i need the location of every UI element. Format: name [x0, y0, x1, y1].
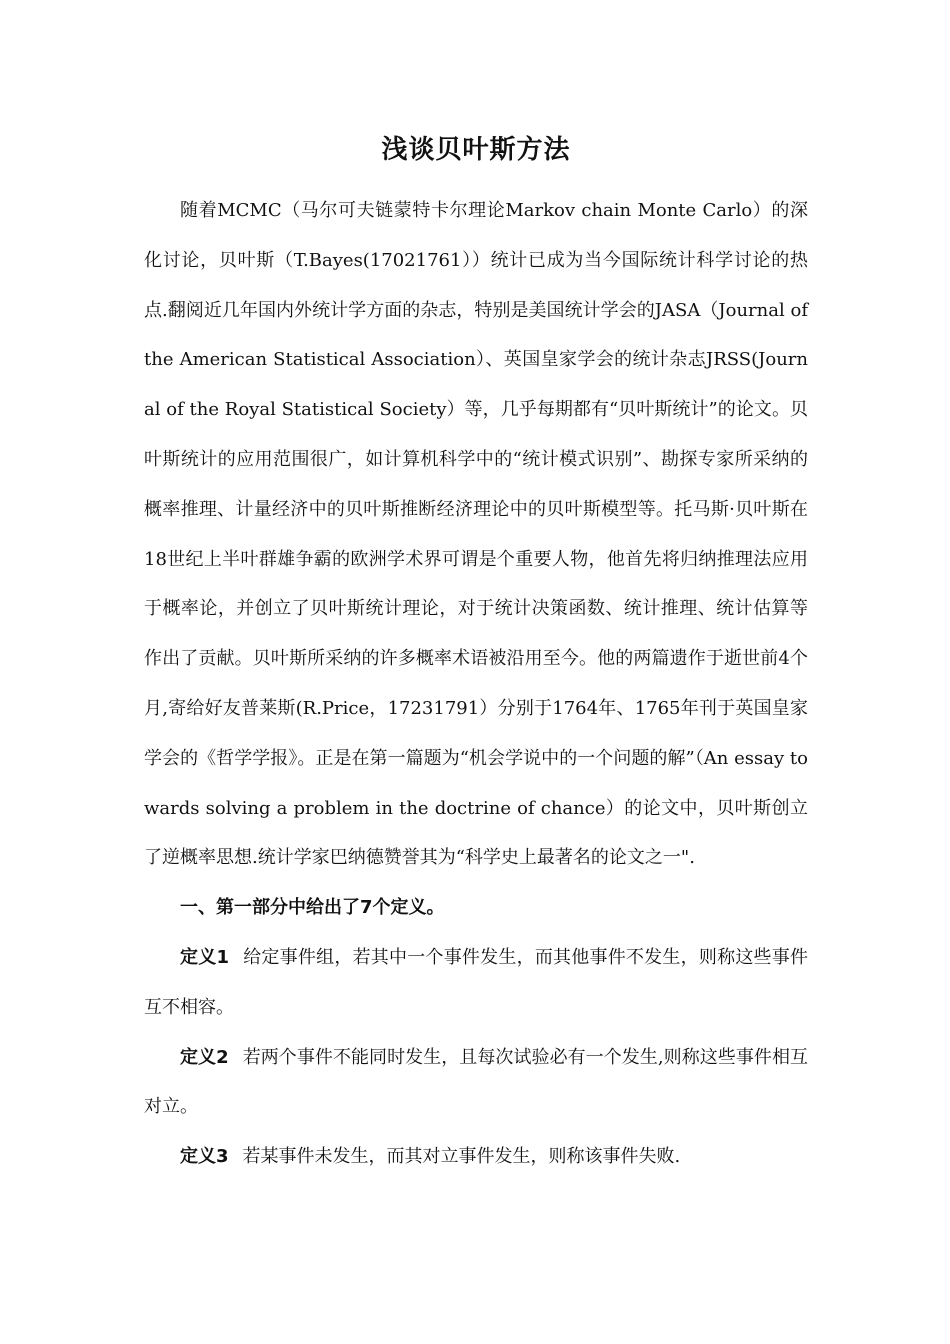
definition-2-text: 若两个事件不能同时发生，且每次试验必有一个发生,则称这些事件相互对立。 — [144, 1046, 809, 1118]
document-page — [144, 128, 808, 1182]
document-title: 浅谈贝叶斯方法 — [381, 135, 571, 165]
definition-1 — [144, 933, 808, 1033]
definition-3-text: 若某事件未发生，而其对立事件发生，则称该事件失败. — [242, 1146, 681, 1168]
section-heading: 一、第一部分中给出了7个定义。 — [180, 897, 445, 919]
definition-2 — [144, 1033, 808, 1133]
definition-3-label: 定义3 — [180, 1146, 229, 1168]
definition-1-text: 给定事件组，若其中一个事件发生，而其他事件不发生，则称这些事件互不相容。 — [144, 946, 808, 1018]
definition-3 — [144, 1132, 808, 1182]
intro-paragraph: 随着MCMC（马尔可夫链蒙特卡尔理论Markov chain Monte Carlo）的深化讨论，贝叶斯（T.Bayes(17021761））统计已成为当今国际统计科学讨论的热点.翻阅近几年国内外统计学方面的杂志，特别是美国统计学会的JASA（Journal of the American Statistical Association）、英国皇家学会的统计杂志JRSS(Journal of the Royal Statistical Society）等，几乎每期都有“贝叶斯统计”的论文。贝叶斯统计的应用范围很广，如计算机科学中的“统计模式识别”、勘探专家所采纳的概率推理、计量经济中的贝叶斯推断经济理论中的贝叶斯模型等。托马斯·贝叶斯在18世纪上半叶群雄争霸的欧洲学术界可谓是个重要人物，他首先将归纳推理法应用于概率论，并创立了贝叶斯统计理论，对于统计决策函数、统计推理、统计估算等作出了贡献。贝叶斯所采纳的许多概率术语被沿用至今。他的两篇遗作于逝世前4个月,寄给好友普莱斯(R.Price，17231791）分别于1764年、1765年刊于英国皇家学会的《哲学学报》。正是在第一篇题为“机会学说中的一个问题的解”（An essay towards solving a problem in the doctrine of chance）的论文中，贝叶斯创立了逆概率思想.统计学家巴纳德赞誉其为“科学史上最著名的论文之一". — [144, 200, 808, 869]
definition-1-label: 定义1 — [180, 946, 229, 968]
definition-2-label: 定义2 — [180, 1046, 229, 1068]
